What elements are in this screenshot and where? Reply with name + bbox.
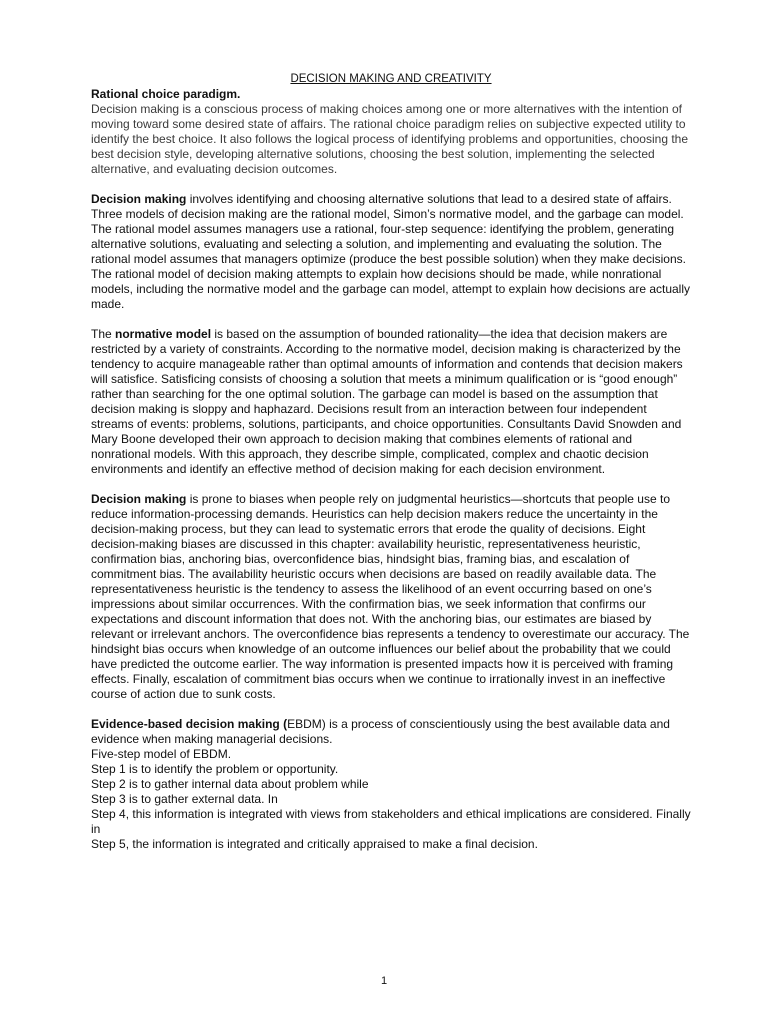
- paragraph-decision-making: [91, 192, 691, 312]
- list-item: Step 2 is to gather internal data about problem while: [91, 777, 369, 791]
- bold-term: normative model: [115, 327, 212, 341]
- paragraph-normative-model: [91, 327, 691, 477]
- list-item: Step 3 is to gather external data. In: [91, 792, 278, 806]
- list-item: Step 4, this information is integrated with views from stakeholders and ethical implications are considered. Finally in: [91, 807, 691, 836]
- list-item: Step 5, the information is integrated and critically appraised to make a final decision.: [91, 837, 538, 851]
- document-title: DECISION MAKING AND CREATIVITY: [290, 73, 492, 85]
- list-item: Step 1 is to identify the problem or opportunity.: [91, 762, 339, 776]
- bold-term: Decision making: [91, 492, 187, 506]
- paragraph-text: is prone to biases when people rely on judgmental heuristics—shortcuts that people use to reduce information-processing demands. Heuristics can help decision makers reduce the uncertainty in the decision-making process, but they can lead to systematic errors that erode the quality of decisions. Eight decision-making biases are discussed in this chapter: availability heuristic, representativeness heuristic, confirmation bias, anchoring bias, overconfidence bias, hindsight bias, framing bias, and escalation of commitment bias. The availability heuristic occurs when decisions are based on readily available data. The representativeness heuristic is the tendency to assess the likelihood of an event occurring based on one’s impressions about similar occurrences. With the confirmation bias, we seek information that confirms our expectations and discount information that does not. With the anchoring bias, our estimates are biased by relevant or irrelevant anchors. The overconfidence bias represents a tendency to overestimate our accuracy. The hindsight bias occurs when knowledge of an outcome influences our belief about the probability that we could have predicted the outcome earlier. The way information is presented impacts how it is perceived with framing effects. Finally, escalation of commitment bias occurs when we continue to irrationally invest in an ineffective course of action due to sunk costs.: [91, 492, 690, 701]
- section-subheading: Rational choice paradigm.: [91, 87, 241, 101]
- paragraph-ebdm: [91, 717, 691, 747]
- paragraph-text: is based on the assumption of bounded rationality—the idea that decision makers are restricted by a variety of constraints. According to the normative model, decision making is characterized by the tendency to acquire manageable rather than optimal amounts of information and contends that decision makers will satisfice. Satisficing consists of choosing a solution that meets a minimum qualification or is “good enough” rather than searching for the one optimal solution. The garbage can model is based on the assumption that decision making is sloppy and haphazard. Decisions result from an interaction between four independent streams of events: problems, solutions, participants, and choice opportunities. Consultants David Snowden and Mary Boone developed their own approach to decision making that combines elements of rational and nonrational models. With this approach, they describe simple, complicated, complex and chaotic decision environments and identify an effective method of decision making for each decision environment.: [91, 327, 683, 476]
- paragraph-text: involves identifying and choosing alternative solutions that lead to a desired state of affairs. Three models of decision making are the rational model, Simon’s normative model, and the garbage can model. The rational model assumes managers use a rational, four-step sequence: identifying the problem, generating alternative solutions, evaluating and selecting a solution, and implementing and evaluating the solution. The rational model assumes that managers optimize (produce the best possible solution) when they make decisions. The rational model of decision making attempts to explain how decisions should be made, while nonrational models, including the normative model and the garbage can model, attempt to explain how decisions are actually made.: [91, 192, 691, 311]
- paragraph-prefix: The: [91, 327, 116, 341]
- ebdm-steps: [91, 747, 691, 852]
- bold-term: Evidence-based decision making (: [91, 717, 288, 731]
- paragraph-biases: [91, 492, 691, 702]
- page-number: 1: [380, 975, 388, 987]
- list-item: Five-step model of EBDM.: [91, 747, 232, 761]
- document-body: [91, 72, 691, 852]
- intro-paragraph: Decision making is a conscious process of making choices among one or more alternatives with the intention of moving toward some desired state of affairs. The rational choice paradigm relies on subjective expected utility to identify the best choice. It also follows the logical process of identifying problems and opportunities, choosing the best decision style, developing alternative solutions, choosing the best solution, implementing the selected alternative, and evaluating decision outcomes.: [91, 102, 689, 176]
- bold-term: Decision making: [91, 192, 187, 206]
- paragraph-text: EBDM) is a process of conscientiously using the best available data and evidence when making managerial decisions.: [91, 717, 670, 746]
